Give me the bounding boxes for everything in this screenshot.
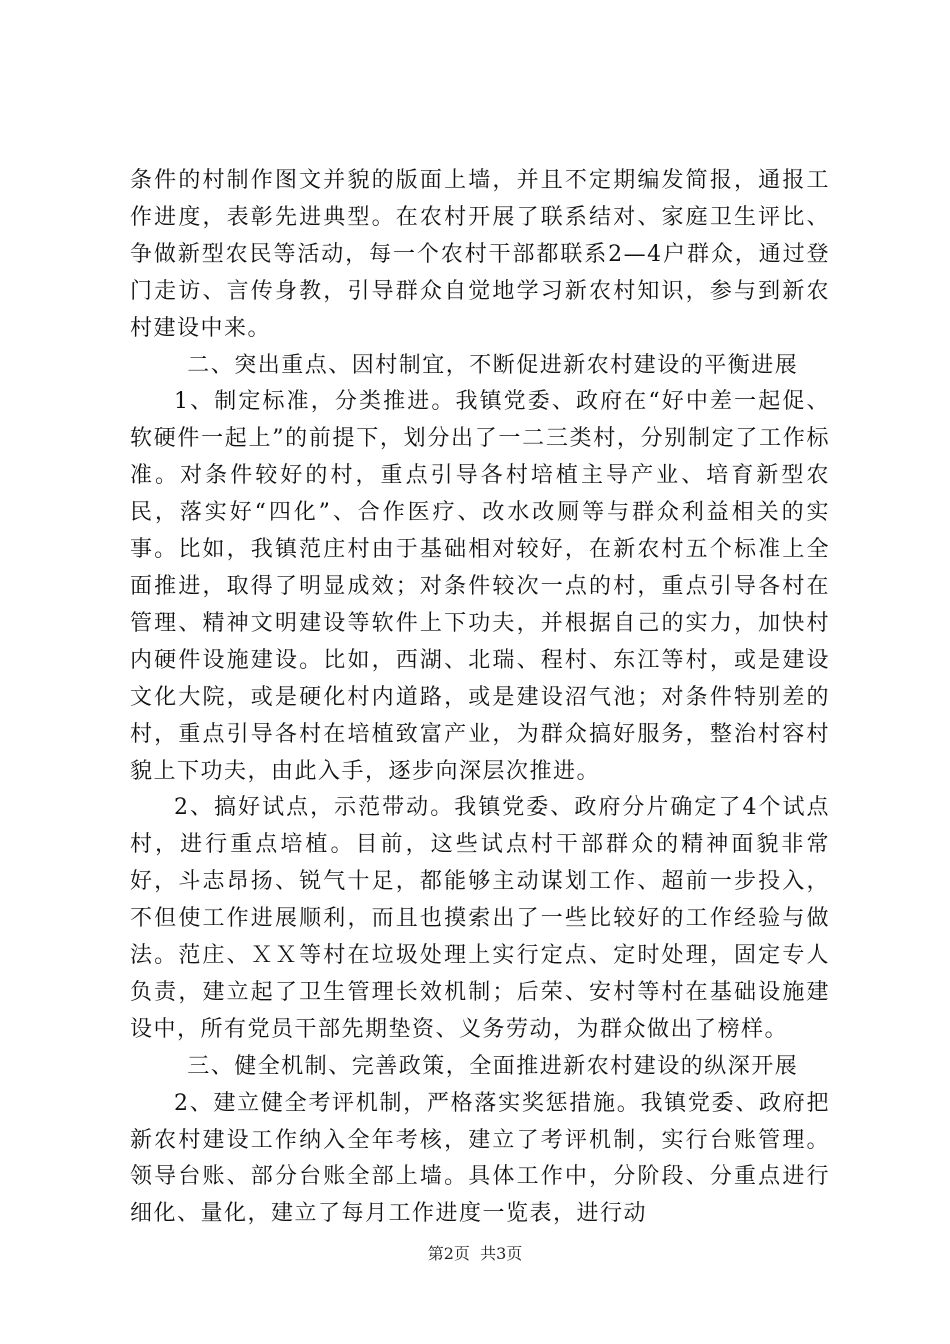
- body-text: [130, 163, 830, 1233]
- paragraph-standards: 1、制定标准，分类推进。我镇党委、政府在“好中差一起促、软硬件一起上”的前提下，划分出了一二三类村，分别制定了工作标准。对条件较好的村，重点引导各村培植主导产业、培育新型农民，落实好“四化”、合作医疗、改水改厕等与群众利益相关的实事。比如，我镇范庄村由于基础相对较好，在新农村五个标准上全面推进，取得了明显成效；对条件较次一点的村，重点引导各村在管理、精神文明建设等软件上下功夫，并根据自己的实力，加快村内硬件设施建设。比如，西湖、北瑞、程村、东江等村，或是建设文化大院，或是硬化村内道路，或是建设沼气池；对条件特别差的村，重点引导各村在培植致富产业，为群众搞好服务，整治村容村貌上下功夫，由此入手，逐步向深层次推进。: [130, 389, 830, 784]
- page-footer: 第2页 共3页: [427, 1244, 523, 1263]
- paragraph-evaluation: 2、建立健全考评机制，严格落实奖惩措施。我镇党委、政府把新农村建设工作纳入全年考核，建立了考评机制，实行台账管理。领导台账、部分台账全部上墙。具体工作中，分阶段、分重点进行细化、量化，建立了每月工作进度一览表，进行动: [130, 1090, 830, 1227]
- section-heading-2: 二、突出重点、因村制宜，不断促进新农村建设的平衡进展: [187, 352, 799, 378]
- paragraph-pilot-villages: 2、搞好试点，示范带动。我镇党委、政府分片确定了4个试点村，进行重点培植。目前，这些试点村干部群众的精神面貌非常好，斗志昂扬、锐气十足，都能够主动谋划工作、超前一步投入，不但使工作进展顺利，而且也摸索出了一些比较好的工作经验与做法。范庄、ＸＸ等村在垃圾处理上实行定点、定时处理，固定专人负责，建立起了卫生管理长效机制；后荣、安村等村在基础设施建设中，所有党员干部先期垫资、义务劳动，为群众做出了榜样。: [130, 795, 830, 1042]
- section-heading-3: 三、健全机制、完善政策，全面推进新农村建设的纵深开展: [187, 1053, 799, 1079]
- paragraph-continuation: 条件的村制作图文并貌的版面上墙，并且不定期编发简报，通报工作进度，表彰先进典型。在农村开展了联系结对、家庭卫生评比、争做新型农民等活动，每一个农村干部都联系2—4户群众，通过登门走访、言传身教，引导群众自觉地学习新农村知识，参与到新农村建设中来。: [130, 168, 830, 341]
